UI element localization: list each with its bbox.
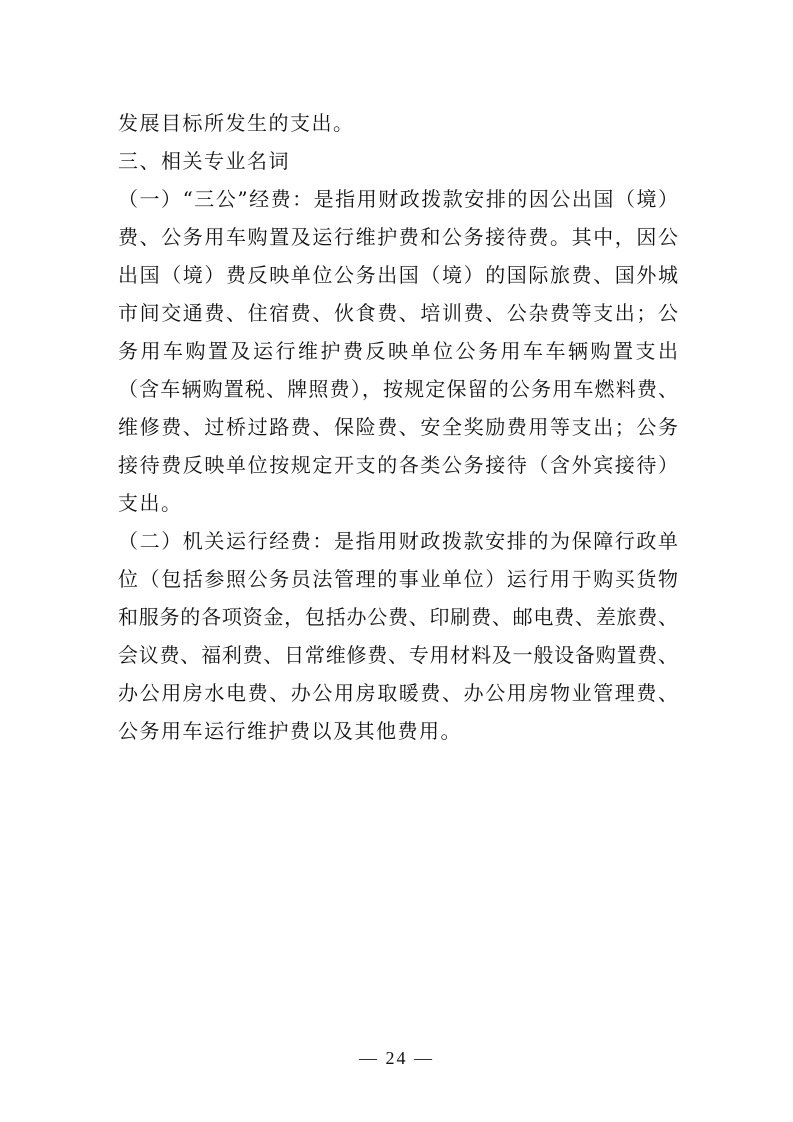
text-line: 市间交通费、住宿费、伙食费、培训费、公杂费等支出；公 [118, 301, 678, 325]
text-line: 发展目标所发生的支出。 [118, 111, 355, 135]
text-line: 和服务的各项资金，包括办公费、印刷费、邮电费、差旅费、 [118, 605, 678, 629]
text-line: （二）机关运行经费：是指用财政拨款安排的为保障行政单 [118, 529, 678, 553]
text-line: （一）“三公”经费：是指用财政拨款安排的因公出国（境） [118, 187, 678, 211]
text-line: 接待费反映单位按规定开支的各类公务接待（含外宾接待） [118, 453, 678, 477]
text-line: 办公用房水电费、办公用房取暖费、办公用房物业管理费、 [118, 681, 678, 705]
text-line: 费、公务用车购置及运行维护费和公务接待费。其中，因公 [118, 225, 678, 249]
section-heading: 三、相关专业名词 [118, 149, 290, 173]
text-line: （含车辆购置税、牌照费），按规定保留的公务用车燃料费、 [118, 377, 678, 401]
text-line: 维修费、过桥过路费、保险费、安全奖励费用等支出；公务 [118, 415, 678, 439]
text-line: 出国（境）费反映单位公务出国（境）的国际旅费、国外城 [118, 263, 678, 287]
text-line: 位（包括参照公务员法管理的事业单位）运行用于购买货物 [118, 567, 678, 591]
text-line: 支出。 [118, 491, 183, 515]
text-line: 公务用车运行维护费以及其他费用。 [118, 719, 462, 743]
text-line: 会议费、福利费、日常维修费、专用材料及一般设备购置费、 [118, 643, 678, 667]
page-number: — 24 — [359, 1048, 434, 1068]
text-line: 务用车购置及运行维护费反映单位公务用车车辆购置支出 [118, 339, 678, 363]
